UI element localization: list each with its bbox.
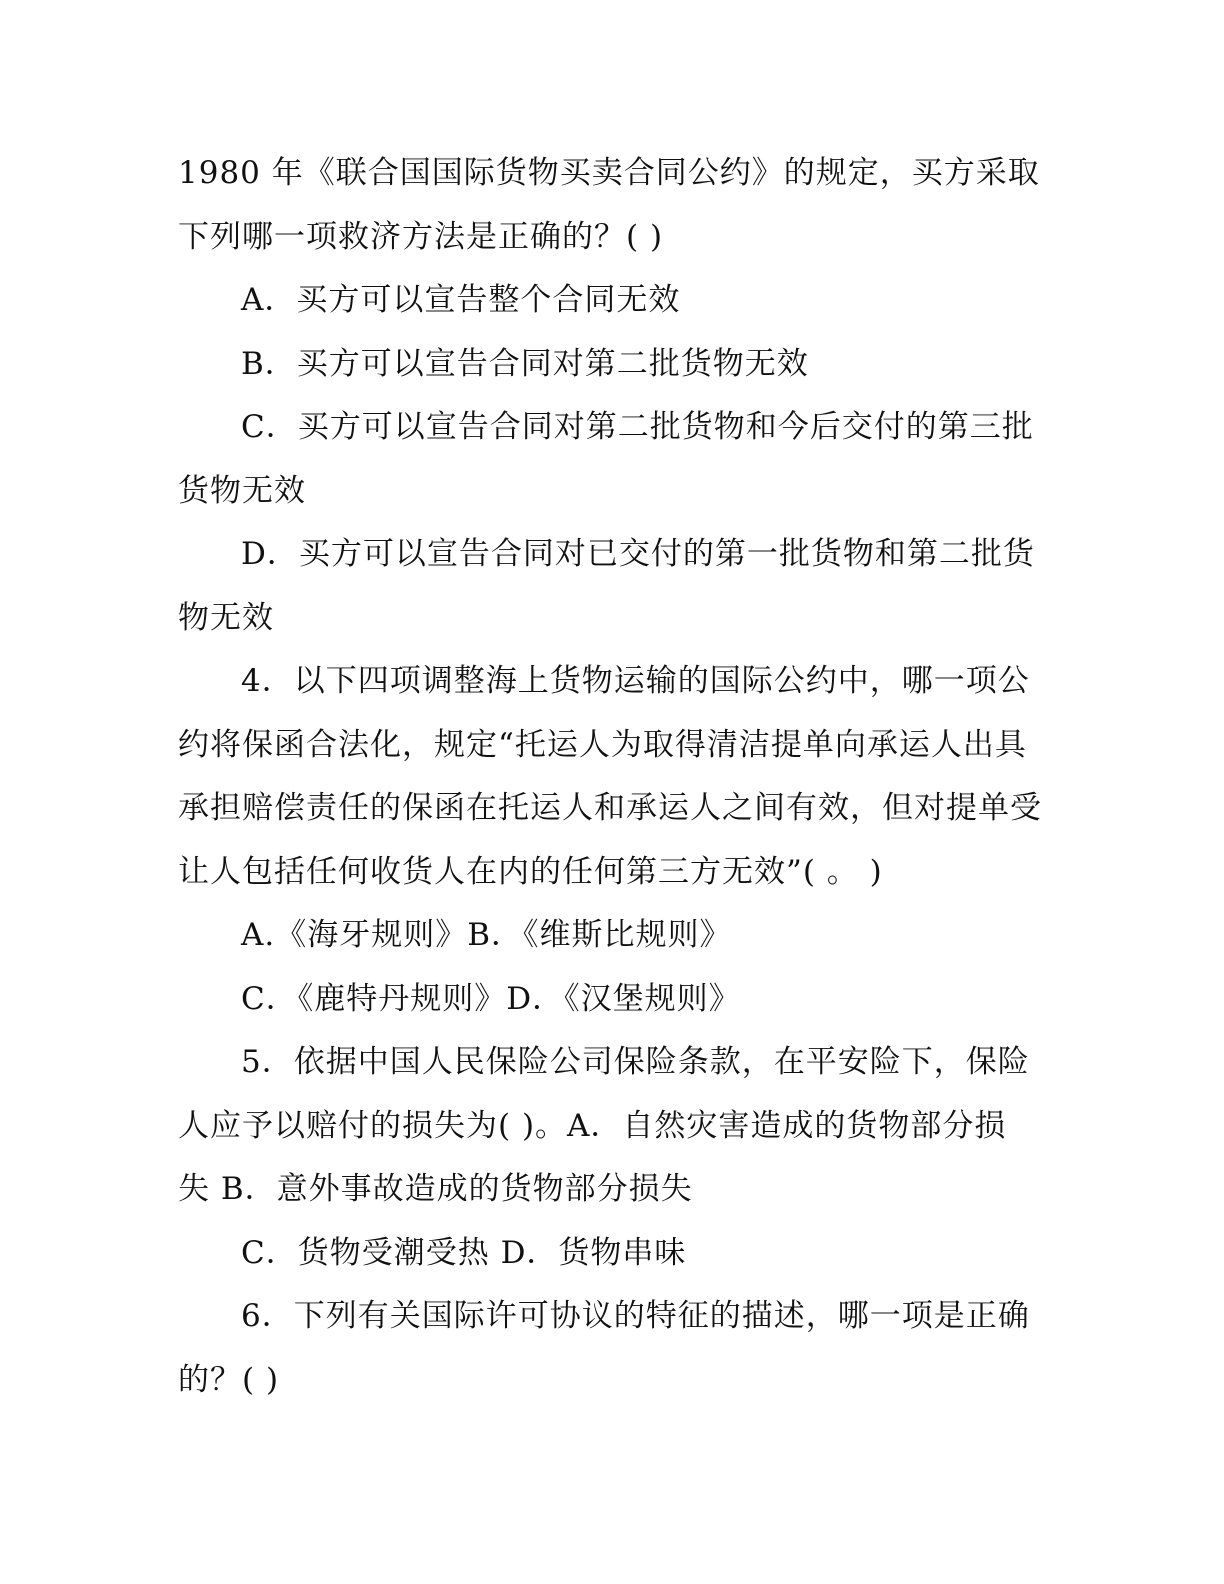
text-line: C．买方可以宣告合同对第二批货物和今后交付的第三批 xyxy=(241,409,1034,445)
text-line: C．货物受潮受热 D．货物串味 xyxy=(241,1234,687,1271)
document-body xyxy=(178,142,1042,1412)
text-line: 货物无效 xyxy=(178,472,306,509)
text-line: D．买方可以宣告合同对已交付的第一批货物和第二批货 xyxy=(241,536,1035,572)
text-line: 6．下列有关国际许可协议的特征的描述，哪一项是正确 xyxy=(241,1298,1030,1334)
text-line: 4．以下四项调整海上货物运输的国际公约中，哪一项公 xyxy=(241,663,1030,699)
text-line: 承担赔偿责任的保函在托运人和承运人之间有效，但对提单受 xyxy=(178,790,1042,826)
text-line: 人应予以赔付的损失为( )。A．自然灾害造成的货物部分损 xyxy=(178,1107,1007,1144)
text-line: 的？( ) xyxy=(178,1361,280,1398)
text-line: A.《海牙规则》B．《维斯比规则》 xyxy=(241,917,732,953)
text-line: 物无效 xyxy=(178,599,274,636)
text-line: A．买方可以宣告整个合同无效 xyxy=(241,282,681,318)
text-line: 约将保函合法化，规定“托运人为取得清洁提单向承运人出具 xyxy=(178,726,1027,763)
text-line: 失 B．意外事故造成的货物部分损失 xyxy=(178,1171,693,1207)
text-line: 1980 年《联合国国际货物买卖合同公约》的规定，买方采取 xyxy=(178,155,1040,191)
text-line: C．《鹿特丹规则》D．《汉堡规则》 xyxy=(241,980,741,1017)
text-line: 5．依据中国人民保险公司保险条款，在平安险下，保险 xyxy=(241,1044,1030,1080)
text-line: 下列哪一项救济方法是正确的？( ) xyxy=(178,218,664,255)
text-line: B．买方可以宣告合同对第二批货物无效 xyxy=(241,345,809,382)
text-line: 让人包括任何收货人在内的任何第三方无效”( 。 ) xyxy=(178,853,883,890)
